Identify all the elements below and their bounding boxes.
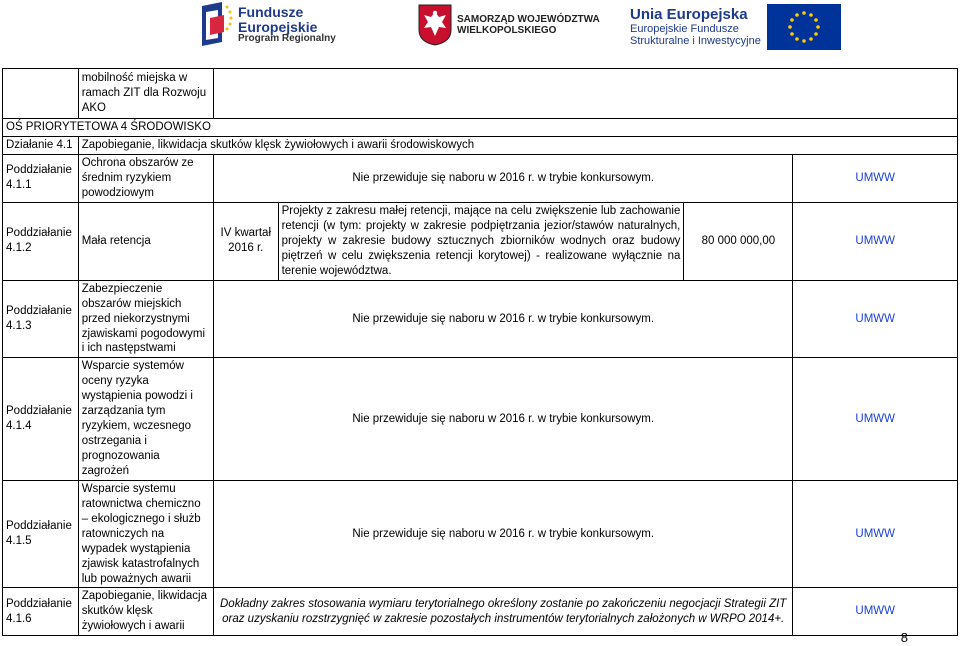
row-name: Mała retencja — [78, 202, 213, 280]
fe-flag-icon — [200, 2, 234, 48]
row-note: Nie przewiduje się naboru w 2016 r. w trybie konkursowym. — [213, 280, 792, 358]
row-timing: IV kwartał 2016 r. — [213, 202, 278, 280]
dzialanie-title: Zapobieganie, likwidacja skutków klęsk żywiołowych i awarii środowiskowych — [78, 136, 957, 154]
row-note: Nie przewiduje się naboru w 2016 r. w trybie konkursowym. — [213, 154, 792, 202]
row-id: Poddziałanie 4.1.1 — [3, 154, 79, 202]
row-id: Poddziałanie 4.1.5 — [3, 480, 79, 588]
row-org: UMWW — [793, 280, 958, 358]
ue-line1: Unia Europejska — [630, 5, 748, 23]
logo-bar — [0, 0, 960, 56]
row-note: Nie przewiduje się naboru w 2016 r. w trybie konkursowym. — [213, 480, 792, 588]
eagle-crest-icon — [418, 4, 452, 46]
unia-europejska-logo — [630, 4, 841, 50]
table-row — [3, 69, 958, 119]
row-org: UMWW — [793, 202, 958, 280]
table-row — [3, 358, 958, 481]
row-note: Nie przewiduje się naboru w 2016 r. w trybie konkursowym. — [213, 358, 792, 481]
table-row — [3, 154, 958, 202]
eu-flag-icon — [767, 4, 841, 50]
row-org: UMWW — [793, 154, 958, 202]
fe-line1: Fundusze — [238, 4, 304, 21]
row-description: Projekty z zakresu małej retencji, mające na celu zwiększenie lub zachowanie retencji (w tym: projekty w zakresie podpiętrzania jezior/stawów naturalnych, projekty w zakresie budowy sztucznych zbiorników wodnych oraz budowy piętrzeń w celu zwiększenia retencji korytowej) - realizowane wyłącznie na terenie województwa. — [278, 202, 684, 280]
competition-schedule-table — [2, 68, 958, 636]
table-row — [3, 202, 958, 280]
table-row — [3, 280, 958, 358]
dzialanie-row — [3, 136, 958, 154]
row-name: Zapobieganie, likwidacja skutków klęsk żywiołowych i awarii — [78, 588, 213, 636]
priority-axis-title: OŚ PRIORYTETOWA 4 ŚRODOWISKO — [3, 119, 958, 137]
page-number: 8 — [900, 630, 908, 645]
row-name: Wsparcie systemów oceny ryzyka wystąpienia powodzi i zarządzania tym ryzykiem, wczesnego ostrzegania i prognozowania zagrożeń — [78, 358, 213, 481]
table-row — [3, 588, 958, 636]
row-id: Poddziałanie 4.1.4 — [3, 358, 79, 481]
sw-line1: SAMORZĄD WOJEWÓDZTWA — [457, 13, 600, 25]
row-name: Wsparcie systemu ratownictwa chemiczno – ekologicznego i służb ratowniczych na wypadek wystąpienia zjawisk katastrofalnych lub poważnych awarii — [78, 480, 213, 588]
row-id: Poddziałanie 4.1.6 — [3, 588, 79, 636]
sw-line2: WIELKOPOLSKIEGO — [457, 25, 557, 36]
dzialanie-label: Działanie 4.1 — [3, 136, 79, 154]
fe-line3: Program Regionalny — [238, 33, 336, 45]
ue-line3: Strukturalne i Inwestycyjne — [630, 35, 761, 48]
ue-line2: Europejskie Fundusze — [630, 23, 739, 36]
row-org: UMWW — [793, 480, 958, 588]
row-org: UMWW — [793, 358, 958, 481]
row-amount: 80 000 000,00 — [684, 202, 793, 280]
priority-row — [3, 119, 958, 137]
row-id: Poddziałanie 4.1.3 — [3, 280, 79, 358]
fe-line2: Europejskie — [238, 18, 318, 35]
row-id: Poddziałanie 4.1.2 — [3, 202, 79, 280]
table-row — [3, 480, 958, 588]
row-org: UMWW — [793, 588, 958, 636]
empty-cell — [3, 69, 79, 119]
row-note: Dokładny zakres stosowania wymiaru terytorialnego określony zostanie po zakończeniu negocjacji Strategii ZIT oraz uzyskaniu rozstrzygnięć w zakresie pozostałych instrumentów terytorialnych założonych w WRPO 2014+. — [213, 588, 792, 636]
row-name: Ochrona obszarów ze średnim ryzykiem powodziowym — [78, 154, 213, 202]
empty-cell — [213, 69, 957, 119]
row-name: Zabezpieczenie obszarów miejskich przed niekorzystnymi zjawiskami pogodowymi i ich następstwami — [78, 280, 213, 358]
fundusze-europejskie-logo — [200, 2, 336, 48]
row-name: mobilność miejska w ramach ZIT dla Rozwoju AKO — [78, 69, 213, 119]
samorzad-logo — [418, 4, 600, 46]
